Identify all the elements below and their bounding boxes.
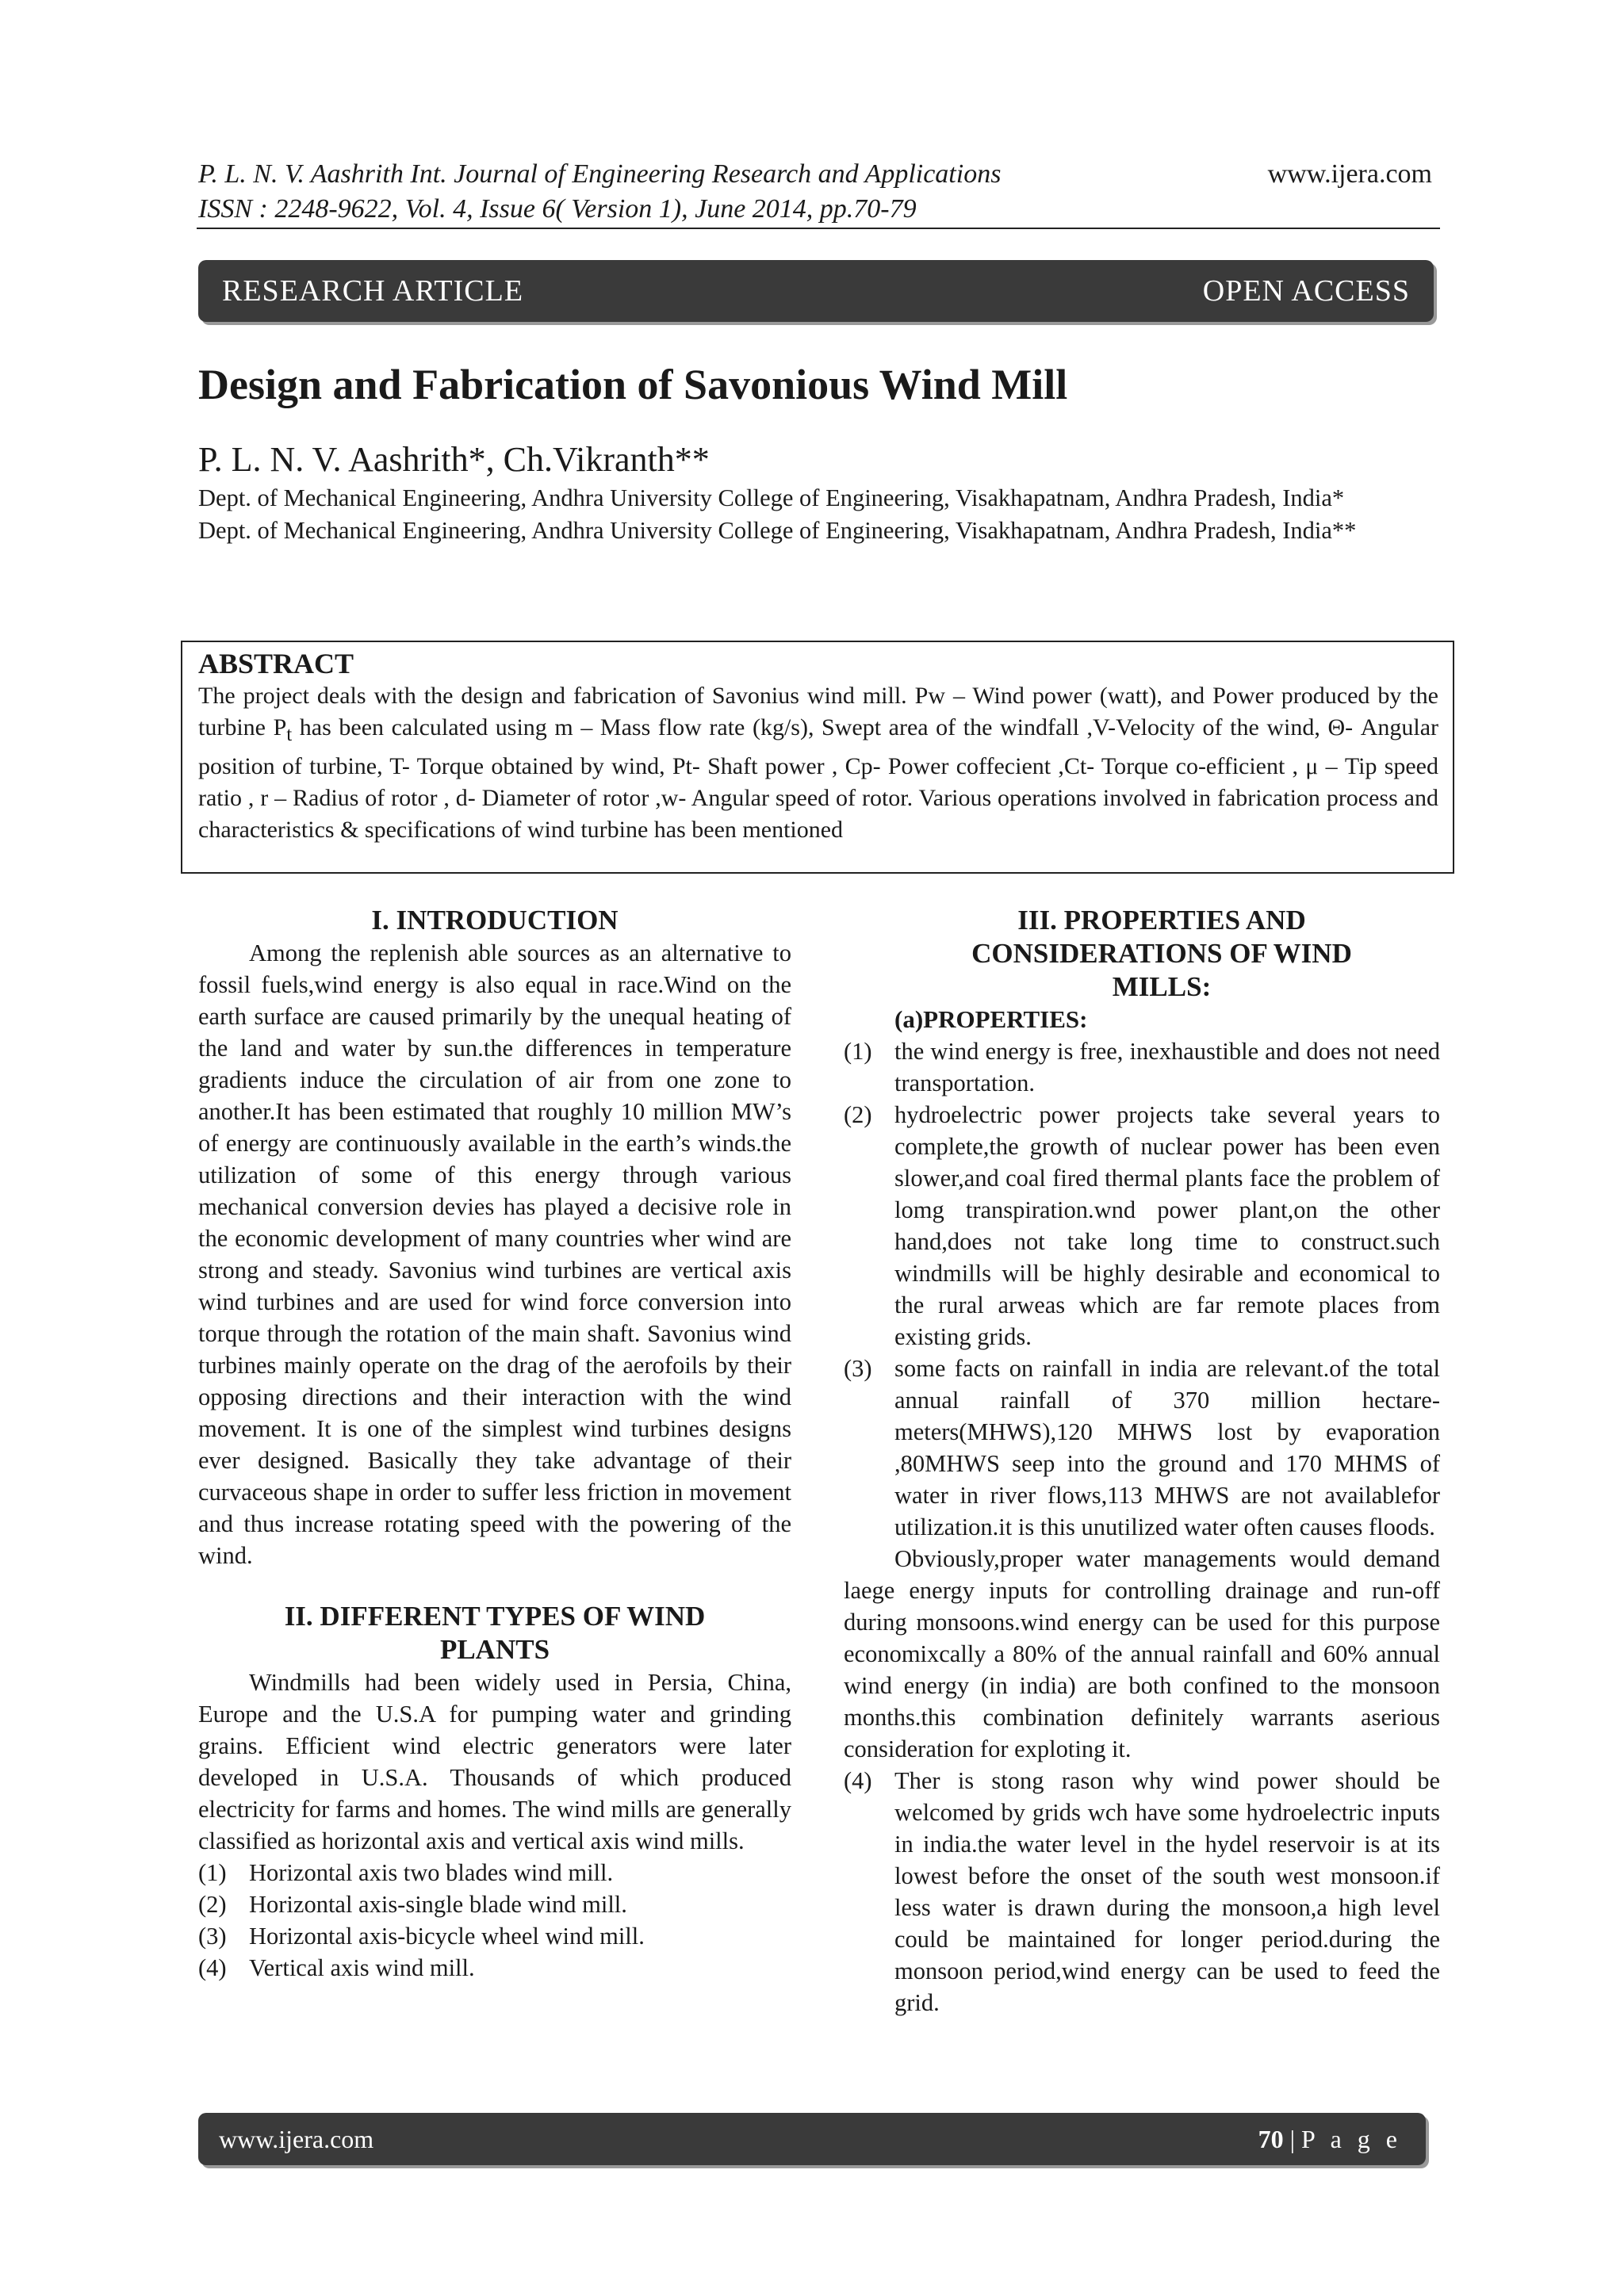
abstract-heading: ABSTRACT <box>198 648 354 679</box>
list-item <box>198 1952 791 1984</box>
properties-subheading: (a)PROPERTIES: <box>894 1005 1088 1033</box>
properties-list-continued <box>844 1765 1440 2019</box>
introduction-heading: I. INTRODUCTION <box>371 905 619 936</box>
page-indicator <box>1258 2125 1402 2154</box>
list-text: Vertical axis wind mill. <box>249 1954 475 1981</box>
list-item <box>844 1099 1440 1353</box>
introduction-paragraph: Among the replenish able sources as an alternative to fossil fuels,wind energy is also equal in race.Wind on the earth surface are caused primarily by the unequal heating of the land and water by sun.the differences in temperature gradients induce the circulation of air from one zone to another.It has been estimated that roughly 10 million MW’s of energy are continuously available in the earth’s winds.the utilization of some of this energy through various mechanical conversion devies has played a decisive role in the economic development of many countries wher wind are strong and steady. Savonius wind turbines are vertical axis wind turbines and are used for wind force conversion into torque through the rotation of the main shaft. Savonius wind turbines mainly operate on the drag of the aerofoils by their opposing directions and their interaction with the wind movement. It is one of the simplest wind turbines designs ever designed. Basically they take advantage of their curvaceous shape in order to suffer less friction in movement and thus increase rotating speed with the powering of the wind. <box>198 939 791 1569</box>
abstract-subscript: t <box>286 724 293 745</box>
properties-heading: III. PROPERTIES AND CONSIDERATIONS OF WIND MILLS: <box>971 905 1352 1002</box>
affiliation-1: Dept. of Mechanical Engineering, Andhra University College of Engineering, Visakhapatnam, Andhra Pradesh, India* <box>198 484 1345 511</box>
list-number: (4) <box>844 1767 872 1794</box>
research-article-label: RESEARCH ARTICLE <box>222 274 524 308</box>
affiliations <box>198 482 1438 547</box>
water-management-paragraph: Obviously,proper water managements would demand laege energy inputs for controlling drainage and run-off during monsoons.wind energy can be used for this purpose economixcally a 80% of the annual rainfall and 60% annual wind energy (in india) are both confined to the monsoon months.this combination definitely warrants aserious consideration for exploting it. <box>844 1545 1440 1762</box>
list-text: hydroelectric power projects take several years to complete,the growth of nuclear power has been even slower,and coal fired thermal plants face the problem of lomg transpiration.wnd power plant,on the other hand,does not take long time to construct.such windmills will be highly desirable and economical to the rural arweas which are far remote places from existing grids. <box>894 1101 1440 1350</box>
affiliation-2: Dept. of Mechanical Engineering, Andhra University College of Engineering, Visakhapatnam, Andhra Pradesh, India** <box>198 517 1357 544</box>
paper-title: Design and Fabrication of Savonious Wind Mill <box>198 361 1068 408</box>
right-column <box>844 904 1440 2019</box>
list-text: Horizontal axis-single blade wind mill. <box>249 1891 627 1918</box>
list-text: Horizontal axis-bicycle wheel wind mill. <box>249 1923 645 1950</box>
journal-header: P. L. N. V. Aashrith Int. Journal of Engineering Research and Applications <box>198 159 1002 189</box>
list-number: (2) <box>844 1101 872 1128</box>
issn-line: ISSN : 2248-9622, Vol. 4, Issue 6( Version 1), June 2014, pp.70-79 <box>198 194 917 224</box>
abstract-box <box>181 641 1454 874</box>
list-number: (2) <box>198 1891 227 1918</box>
author-list: P. L. N. V. Aashrith*, Ch.Vikranth** <box>198 440 710 479</box>
list-item <box>844 1035 1440 1099</box>
page-footer <box>198 2113 1426 2165</box>
header-divider <box>197 228 1440 229</box>
wind-mill-types-list <box>198 1857 791 1984</box>
list-number: (3) <box>198 1923 227 1950</box>
list-item <box>844 1765 1440 2019</box>
page-separator: | <box>1283 2124 1301 2153</box>
abstract-text <box>198 680 1438 846</box>
page-number: 70 <box>1258 2124 1284 2153</box>
list-text: Ther is stong rason why wind power should be welcomed by grids wch have some hydroelectric inputs in india.the water level in the hydel reservoir is at its lowest before the onset of the south west monsoon.if less water is drawn during the monsoon,a high level could be maintained for longer period.during the monsoon period,wind energy can be used to feed the grid. <box>894 1767 1440 2016</box>
list-number: (1) <box>844 1038 872 1065</box>
abstract-text-part-1: The project deals with the design and fabrication of Savonius wind mill. Pw – Wind power (watt), and Power produced by the turbine P <box>198 683 1438 740</box>
list-text: the wind energy is free, inexhaustible and does not need transportation. <box>894 1038 1440 1096</box>
list-text: Horizontal axis two blades wind mill. <box>249 1859 614 1886</box>
abstract-text-part-2: has been calculated using m – Mass flow rate (kg/s), Swept area of the windfall ,V-Velocity of the wind, Θ- Angular position of turbine, T- Torque obtained by wind, Pt- Shaft power , Cp- Power coffecient ,Ct- Torque co-efficient , μ – Tip speed ratio , r – Radius of rotor , d- Diameter of rotor ,w- Angular speed of rotor. Various operations involved in fabrication process and characteristics & specifications of wind turbine has been mentioned <box>198 714 1438 843</box>
list-number: (3) <box>844 1355 872 1382</box>
header-url-link[interactable]: www.ijera.com <box>1267 159 1432 189</box>
list-item <box>198 1920 791 1952</box>
properties-list <box>844 1035 1440 1543</box>
open-access-label: OPEN ACCESS <box>1202 274 1410 308</box>
article-type-banner <box>198 260 1434 322</box>
list-number: (1) <box>198 1859 227 1886</box>
wind-plant-types-heading: II. DIFFERENT TYPES OF WIND PLANTS <box>284 1601 706 1665</box>
list-item <box>844 1353 1440 1543</box>
list-number: (4) <box>198 1954 227 1981</box>
list-text: some facts on rainfall in india are relevant.of the total annual rainfall of 370 million hectare-meters(MHWS),120 MHWS lost by evaporation ,80MHWS seep into the ground and 170 MHMS of water in river flows,113 MHWS are not availablefor utilization.it is this unutilized water often causes floods. <box>894 1355 1440 1540</box>
list-item <box>198 1888 791 1920</box>
wind-plant-types-paragraph: Windmills had been widely used in Persia, China, Europe and the U.S.A for pumping water and grinding grains. Efficient wind electric generators were later developed in U.S.A. Thousands of which produced electricity for farms and homes. The wind mills are generally classified as horizontal axis and vertical axis wind mills. <box>198 1669 791 1854</box>
footer-url-link[interactable]: www.ijera.com <box>219 2124 374 2153</box>
page-label: P a g e <box>1300 2124 1402 2153</box>
list-item <box>198 1857 791 1888</box>
left-column <box>198 904 791 1984</box>
